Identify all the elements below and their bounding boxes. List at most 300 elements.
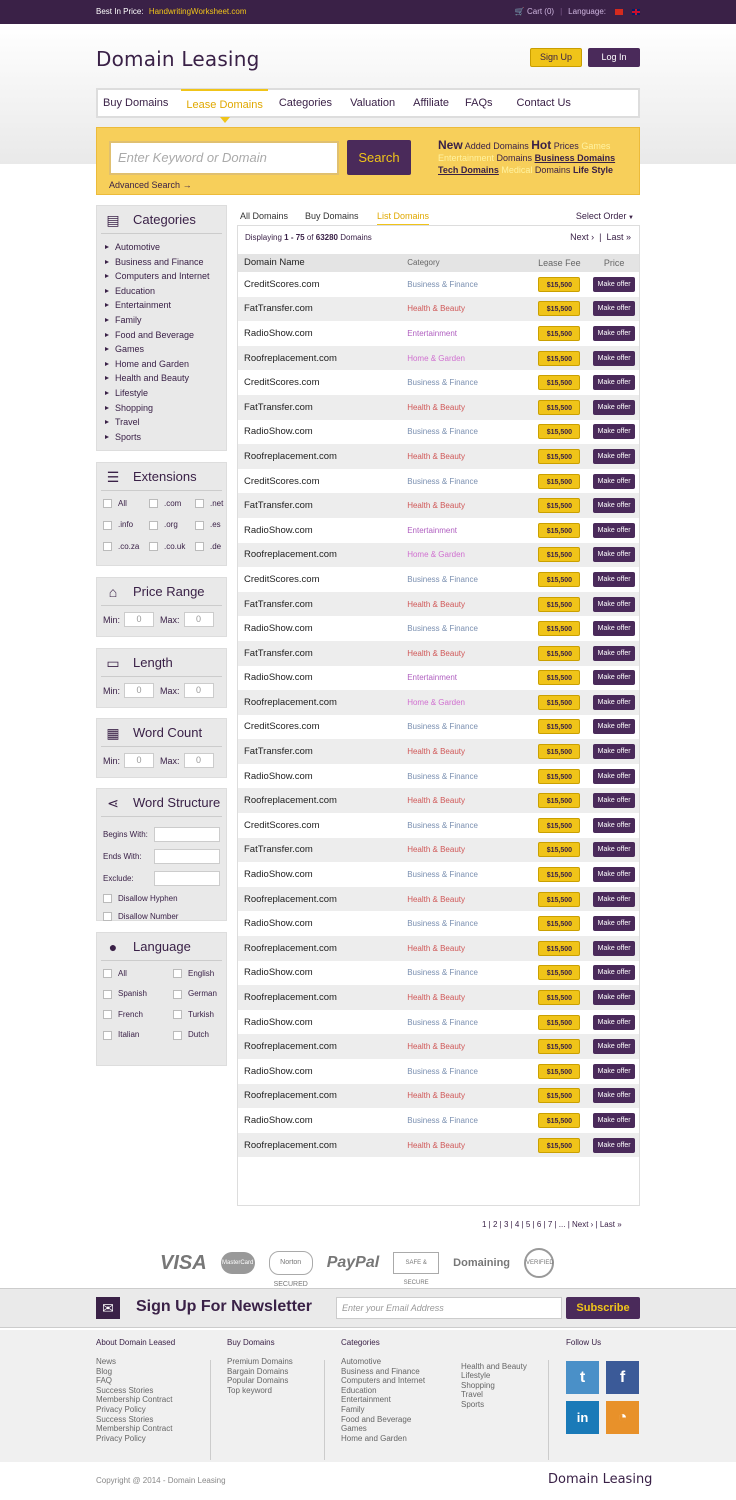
select-order-dropdown[interactable]: Select Order ▼ [576, 211, 634, 221]
make-offer-button[interactable]: Make offer [593, 547, 635, 562]
domain-name-link[interactable]: Roofreplacement.com [244, 942, 337, 954]
domain-name-link[interactable]: CreditScores.com [244, 278, 320, 290]
category-link[interactable]: Computers and Internet [105, 269, 220, 284]
category-link[interactable]: Games [105, 342, 220, 357]
tag-medical[interactable]: Medical [501, 165, 533, 175]
lease-fee-button[interactable]: $15,500 [538, 351, 580, 366]
make-offer-button[interactable]: Make offer [593, 572, 635, 587]
newsletter-email-input[interactable]: Enter your Email Address [336, 1297, 562, 1319]
make-offer-button[interactable]: Make offer [593, 1015, 635, 1030]
footer-link[interactable]: Shopping [461, 1380, 495, 1390]
domain-name-link[interactable]: Roofreplacement.com [244, 696, 337, 708]
extension-checkbox[interactable] [195, 499, 204, 508]
category-link[interactable]: Family [105, 313, 220, 328]
category-label[interactable]: Health & Beauty [407, 451, 465, 461]
lease-fee-button[interactable]: $15,500 [538, 572, 580, 587]
price-cell [589, 1088, 639, 1103]
footer-logo[interactable]: Domain Leasing [548, 1472, 653, 1487]
language-checkbox[interactable] [103, 969, 112, 978]
footer-link[interactable]: Membership Contract [96, 1395, 173, 1405]
category-label[interactable]: Health & Beauty [407, 1042, 465, 1052]
word-count-max-input[interactable]: 0 [184, 753, 214, 768]
make-offer-button[interactable]: Make offer [593, 1064, 635, 1079]
category-label[interactable]: Health & Beauty [407, 402, 465, 412]
domain-name-link[interactable]: FatTransfer.com [244, 746, 313, 758]
lease-fee-button[interactable]: $15,500 [538, 597, 580, 612]
footer-link[interactable]: Business and Finance [341, 1366, 420, 1376]
footer-link[interactable]: Entertainment [341, 1395, 391, 1405]
extension-option[interactable] [195, 542, 225, 551]
extension-option[interactable] [149, 499, 195, 508]
lease-fee-button[interactable]: $15,500 [538, 1064, 580, 1079]
category-label[interactable]: Business & Finance [407, 624, 478, 634]
lease-fee-button[interactable]: $15,500 [538, 867, 580, 882]
extension-option[interactable] [195, 520, 225, 529]
domain-name-link[interactable]: RadioShow.com [244, 672, 313, 684]
displaying-total: 63280 [315, 233, 338, 242]
footer-link[interactable]: Health and Beauty [461, 1361, 527, 1371]
lease-fee-button[interactable]: $15,500 [538, 301, 580, 316]
domain-name-link[interactable]: RadioShow.com [244, 426, 313, 438]
extension-checkbox[interactable] [103, 521, 112, 530]
category-label[interactable]: Health & Beauty [407, 648, 465, 658]
make-offer-button[interactable]: Make offer [593, 744, 635, 759]
category-link[interactable]: Travel [105, 415, 220, 430]
domain-name-link[interactable]: CreditScores.com [244, 377, 320, 389]
make-offer-button[interactable]: Make offer [593, 1039, 635, 1054]
category-label[interactable]: Health & Beauty [407, 747, 465, 757]
lease-fee-button[interactable]: $15,500 [538, 1138, 580, 1153]
language-option[interactable] [103, 1030, 173, 1039]
tab-list-domains[interactable]: List Domains [377, 211, 429, 226]
search-button[interactable]: Search [347, 140, 411, 175]
lease-fee-cell [530, 793, 590, 808]
domain-name-link[interactable]: RadioShow.com [244, 1114, 313, 1126]
category-label[interactable]: Entertainment [407, 673, 457, 683]
footer-link[interactable]: News [96, 1357, 117, 1366]
divider: | [560, 7, 563, 16]
header-price[interactable]: Price [603, 258, 625, 268]
lease-fee-button[interactable]: $15,500 [538, 769, 580, 784]
category-label[interactable]: Health & Beauty [407, 501, 465, 511]
make-offer-button[interactable]: Make offer [593, 965, 635, 980]
extension-checkbox[interactable] [149, 542, 158, 551]
lease-fee-button[interactable]: $15,500 [538, 375, 580, 390]
uk-flag-icon[interactable] [632, 9, 640, 15]
category-link[interactable]: Lifestyle [105, 386, 220, 401]
length-min-input[interactable]: 0 [124, 683, 154, 698]
category-link[interactable]: Education [105, 284, 220, 299]
begins-with-input[interactable] [154, 827, 220, 842]
footer-link[interactable]: Success Stories [96, 1385, 154, 1395]
facebook-icon[interactable]: f [606, 1361, 639, 1394]
lease-fee-button[interactable]: $15,500 [538, 916, 580, 931]
domain-name-link[interactable]: RadioShow.com [244, 1016, 313, 1028]
best-price-site-link[interactable]: HandwritingWorksheet.com [148, 7, 247, 16]
make-offer-button[interactable]: Make offer [593, 695, 635, 710]
lease-fee-button[interactable]: $15,500 [538, 1015, 580, 1030]
make-offer-button[interactable]: Make offer [593, 424, 635, 439]
make-offer-button[interactable]: Make offer [593, 375, 635, 390]
make-offer-button[interactable]: Make offer [593, 351, 635, 366]
advanced-search-link[interactable] [109, 180, 192, 190]
footer-link[interactable]: Food and Beverage [341, 1414, 412, 1424]
domain-name-link[interactable]: Roofreplacement.com [244, 893, 337, 905]
extension-checkbox[interactable] [195, 521, 204, 530]
lease-fee-button[interactable]: $15,500 [538, 621, 580, 636]
category-label[interactable]: Business & Finance [407, 574, 478, 584]
category-label[interactable]: Health & Beauty [407, 304, 465, 314]
make-offer-button[interactable]: Make offer [593, 670, 635, 685]
max-label: Max: [160, 614, 180, 625]
lease-fee-button[interactable]: $15,500 [538, 793, 580, 808]
make-offer-button[interactable]: Make offer [593, 449, 635, 464]
footer-link[interactable]: Top keyword [227, 1385, 272, 1395]
lease-fee-button[interactable]: $15,500 [538, 719, 580, 734]
category-link[interactable]: Health and Beauty [105, 371, 220, 386]
category-label[interactable]: Health & Beauty [407, 894, 465, 904]
category-label[interactable]: Business & Finance [407, 870, 478, 880]
nav-lease-domains[interactable]: Lease Domains [181, 89, 267, 117]
price-min-input[interactable]: 0 [124, 612, 154, 627]
lease-fee-button[interactable]: $15,500 [538, 1039, 580, 1054]
language-checkbox[interactable] [173, 1010, 182, 1019]
tag-domains-2[interactable]: Domains [534, 165, 571, 175]
price-cell [589, 646, 639, 661]
footer-link[interactable]: Travel [461, 1390, 483, 1400]
make-offer-button[interactable]: Make offer [593, 1088, 635, 1103]
header-category[interactable]: Category [407, 258, 440, 267]
lease-fee-button[interactable]: $15,500 [538, 892, 580, 907]
header-domain-name[interactable]: Domain Name [244, 257, 305, 268]
domain-name-link[interactable]: Roofreplacement.com [244, 1090, 337, 1102]
tag-prices[interactable]: Prices [553, 141, 579, 151]
price-cell [589, 547, 639, 562]
footer-link[interactable]: Membership Contract [96, 1424, 173, 1434]
extension-label: .de [210, 541, 222, 551]
extension-label: .net [210, 499, 224, 508]
footer-link[interactable]: Home and Garden [341, 1433, 407, 1443]
footer-link[interactable]: Privacy Policy [96, 1433, 146, 1443]
make-offer-button[interactable]: Make offer [593, 769, 635, 784]
last-link[interactable]: Last » [606, 232, 631, 242]
category-link[interactable]: Automotive [105, 240, 220, 255]
exclude-input[interactable] [154, 871, 220, 886]
extension-option[interactable] [149, 520, 195, 529]
footer-link[interactable]: Success Stories [96, 1414, 154, 1424]
category-label[interactable]: Business & Finance [407, 1115, 478, 1125]
language-option[interactable] [173, 1010, 228, 1019]
lease-fee-button[interactable]: $15,500 [538, 818, 580, 833]
language-checkbox[interactable] [173, 969, 182, 978]
category-label[interactable]: Home & Garden [407, 697, 465, 707]
extension-checkbox[interactable] [195, 542, 204, 551]
price-range-panel [96, 577, 227, 637]
extension-checkbox[interactable] [103, 499, 112, 508]
nav-faqs[interactable]: FAQs [465, 97, 493, 109]
tag-games[interactable]: Games [581, 141, 611, 151]
category-label[interactable]: Business & Finance [407, 279, 478, 289]
extension-option[interactable] [195, 499, 225, 508]
tag-domains[interactable]: Domains [496, 153, 533, 163]
lease-fee-button[interactable]: $15,500 [538, 523, 580, 538]
language-option[interactable] [173, 969, 228, 978]
category-label[interactable]: Health & Beauty [407, 599, 465, 609]
lease-fee-button[interactable]: $15,500 [538, 990, 580, 1005]
footer-link[interactable]: Bargain Domains [227, 1366, 289, 1376]
extension-option[interactable] [103, 542, 149, 551]
tag-business-domains[interactable]: Business Domains [534, 153, 616, 163]
make-offer-button[interactable]: Make offer [593, 326, 635, 341]
exclude-label: Exclude: [103, 873, 134, 883]
language-option[interactable] [103, 1010, 173, 1019]
domain-name-link[interactable]: RadioShow.com [244, 770, 313, 782]
category-label[interactable]: Business & Finance [407, 968, 478, 978]
domain-name-link[interactable]: RadioShow.com [244, 1065, 313, 1077]
header-lease-fee[interactable]: Lease Fee [538, 258, 581, 268]
footer-link[interactable]: Premium Domains [227, 1357, 293, 1366]
domain-name-link[interactable]: Roofreplacement.com [244, 992, 337, 1004]
category-link[interactable]: Food and Beverage [105, 328, 220, 343]
footer-link[interactable]: FAQ [96, 1376, 113, 1386]
price-cell [589, 301, 639, 316]
language-option[interactable] [103, 989, 173, 998]
domain-name-link[interactable]: CreditScores.com [244, 573, 320, 585]
search-input[interactable]: Enter Keyword or Domain [109, 141, 339, 175]
extension-option[interactable] [103, 520, 149, 529]
nav-buy-domains[interactable]: Buy Domains [103, 97, 169, 109]
category-link[interactable]: Business and Finance [105, 255, 220, 270]
make-offer-button[interactable]: Make offer [593, 719, 635, 734]
lease-fee-button[interactable]: $15,500 [538, 498, 580, 513]
lease-fee-button[interactable]: $15,500 [538, 547, 580, 562]
cart-link[interactable] [515, 7, 554, 16]
footer-link[interactable]: Sports [461, 1399, 485, 1409]
tag-tech-domains[interactable]: Tech Domains [438, 165, 499, 175]
category-label[interactable]: Business & Finance [407, 919, 478, 929]
domain-name-link[interactable]: RadioShow.com [244, 918, 313, 930]
language-option[interactable] [173, 1030, 228, 1039]
make-offer-button[interactable]: Make offer [593, 498, 635, 513]
make-offer-button[interactable]: Make offer [593, 990, 635, 1005]
language-option[interactable] [173, 989, 228, 998]
table-row [238, 420, 639, 445]
domain-name-link[interactable]: FatTransfer.com [244, 844, 313, 856]
make-offer-button[interactable]: Make offer [593, 892, 635, 907]
footer-link[interactable]: Family [341, 1404, 365, 1414]
make-offer-button[interactable]: Make offer [593, 523, 635, 538]
category-link[interactable]: Sports [105, 430, 220, 445]
lease-fee-button[interactable]: $15,500 [538, 1088, 580, 1103]
extension-checkbox[interactable] [149, 521, 158, 530]
category-label[interactable]: Health & Beauty [407, 1091, 465, 1101]
category-label[interactable]: Business & Finance [407, 378, 478, 388]
log-in-button[interactable]: Log In [588, 48, 640, 67]
lease-fee-button[interactable]: $15,500 [538, 449, 580, 464]
language-panel [96, 932, 227, 1066]
make-offer-button[interactable]: Make offer [593, 1113, 635, 1128]
lease-fee-button[interactable]: $15,500 [538, 400, 580, 415]
lease-fee-button[interactable]: $15,500 [538, 670, 580, 685]
length-max-input[interactable]: 0 [184, 683, 214, 698]
lease-fee-button[interactable]: $15,500 [538, 965, 580, 980]
sign-up-button[interactable]: Sign Up [530, 48, 582, 67]
domain-name-link[interactable]: RadioShow.com [244, 524, 313, 536]
domain-name-link[interactable]: Roofreplacement.com [244, 1041, 337, 1053]
language-checkbox[interactable] [173, 1031, 182, 1040]
domain-name-link[interactable]: Roofreplacement.com [244, 1139, 337, 1151]
lease-fee-button[interactable]: $15,500 [538, 695, 580, 710]
domain-name-link[interactable]: Roofreplacement.com [244, 352, 337, 364]
domain-name-link[interactable]: RadioShow.com [244, 623, 313, 635]
lease-fee-button[interactable]: $15,500 [538, 277, 580, 292]
bottom-pager[interactable]: 1 | 2 | 3 | 4 | 5 | 6 | 7 | ... | Next › | Last » [482, 1220, 622, 1229]
language-checkbox[interactable] [103, 1031, 112, 1040]
table-row [238, 1034, 639, 1059]
category-label[interactable]: Health & Beauty [407, 796, 465, 806]
make-offer-button[interactable]: Make offer [593, 818, 635, 833]
word-count-min-input[interactable]: 0 [124, 753, 154, 768]
category-label[interactable]: Health & Beauty [407, 1140, 465, 1150]
nav-affiliate[interactable]: Affiliate [413, 97, 449, 109]
category-label[interactable]: Home & Garden [407, 353, 465, 363]
domain-name-link[interactable]: FatTransfer.com [244, 303, 313, 315]
domain-name-link[interactable]: FatTransfer.com [244, 647, 313, 659]
results-table [237, 225, 640, 1206]
extension-option[interactable] [103, 499, 149, 508]
domain-name-link[interactable]: RadioShow.com [244, 869, 313, 881]
domain-name-link[interactable]: CreditScores.com [244, 475, 320, 487]
language-option[interactable] [103, 969, 173, 978]
footer-link[interactable]: Computers and Internet [341, 1376, 426, 1386]
lease-fee-button[interactable]: $15,500 [538, 424, 580, 439]
tag-new[interactable]: New [438, 138, 463, 152]
domain-name-link[interactable]: CreditScores.com [244, 721, 320, 733]
footer-link[interactable]: Education [341, 1385, 377, 1395]
disallow-hyphen-checkbox[interactable] [103, 894, 112, 903]
footer-link[interactable]: Blog [96, 1366, 113, 1376]
lease-fee-button[interactable]: $15,500 [538, 744, 580, 759]
category-label[interactable]: Business & Finance [407, 771, 478, 781]
domain-name-link[interactable]: RadioShow.com [244, 327, 313, 339]
arrow-right-icon: → [182, 180, 192, 190]
displaying-count [245, 233, 372, 242]
language-checkbox[interactable] [173, 990, 182, 999]
subscribe-button[interactable]: Subscribe [566, 1297, 640, 1319]
category-label[interactable]: Business & Finance [407, 1017, 478, 1027]
extension-option[interactable] [149, 542, 195, 551]
price-cell [589, 965, 639, 980]
domain-name-link[interactable]: Roofreplacement.com [244, 795, 337, 807]
domain-name-link[interactable]: FatTransfer.com [244, 500, 313, 512]
make-offer-button[interactable]: Make offer [593, 793, 635, 808]
language-checkbox[interactable] [103, 1010, 112, 1019]
lease-fee-button[interactable]: $15,500 [538, 646, 580, 661]
lease-fee-button[interactable]: $15,500 [538, 941, 580, 956]
nav-categories[interactable]: Categories [278, 97, 333, 109]
make-offer-button[interactable]: Make offer [593, 277, 635, 292]
make-offer-button[interactable]: Make offer [593, 646, 635, 661]
domain-name-link[interactable]: Roofreplacement.com [244, 549, 337, 561]
next-link[interactable]: Next › [570, 232, 595, 242]
category-label[interactable]: Health & Beauty [407, 943, 465, 953]
make-offer-button[interactable]: Make offer [593, 1138, 635, 1153]
disallow-number-checkbox[interactable] [103, 912, 112, 921]
tag-entertainment[interactable]: Entertainment [438, 153, 495, 163]
lease-fee-button[interactable]: $15,500 [538, 474, 580, 489]
make-offer-button[interactable]: Make offer [593, 941, 635, 956]
nav-contact-us[interactable]: Contact Us [516, 97, 571, 109]
make-offer-button[interactable]: Make offer [593, 842, 635, 857]
tag-added[interactable]: Added Domains [464, 141, 529, 151]
turkish-flag-icon[interactable] [615, 9, 623, 15]
table-row [238, 764, 639, 789]
category-label[interactable]: Business & Finance [407, 1066, 478, 1076]
make-offer-button[interactable]: Make offer [593, 916, 635, 931]
ends-with-input[interactable] [154, 849, 220, 864]
category-label[interactable]: Health & Beauty [407, 845, 465, 855]
category-label[interactable]: Business & Finance [407, 476, 478, 486]
footer-link[interactable]: Games [341, 1424, 367, 1434]
footer-link[interactable]: Lifestyle [461, 1371, 491, 1381]
footer-link[interactable]: Privacy Policy [96, 1404, 146, 1414]
domain-name-link[interactable]: FatTransfer.com [244, 598, 313, 610]
make-offer-button[interactable]: Make offer [593, 867, 635, 882]
table-row [238, 592, 639, 617]
category-link[interactable]: Home and Garden [105, 357, 220, 372]
language-checkbox[interactable] [103, 990, 112, 999]
category-label[interactable]: Business & Finance [407, 722, 478, 732]
domain-name-link[interactable]: Roofreplacement.com [244, 450, 337, 462]
category-label[interactable]: Business & Finance [407, 820, 478, 830]
lease-fee-button[interactable]: $15,500 [538, 1113, 580, 1128]
price-max-input[interactable]: 0 [184, 612, 214, 627]
domain-name-link[interactable]: FatTransfer.com [244, 401, 313, 413]
lease-fee-button[interactable]: $15,500 [538, 842, 580, 857]
footer-link[interactable]: Popular Domains [227, 1376, 289, 1386]
lease-fee-button[interactable]: $15,500 [538, 326, 580, 341]
make-offer-button[interactable]: Make offer [593, 301, 635, 316]
category-label[interactable]: Entertainment [407, 328, 457, 338]
category-link[interactable]: Entertainment [105, 298, 220, 313]
footer-link[interactable]: Automotive [341, 1357, 382, 1366]
category-link[interactable]: Shopping [105, 401, 220, 416]
tab-buy-domains[interactable]: Buy Domains [305, 211, 359, 221]
tab-all-domains[interactable]: All Domains [240, 211, 289, 221]
extension-checkbox[interactable] [149, 499, 158, 508]
category-label[interactable]: Home & Garden [407, 550, 465, 560]
rss-icon[interactable]: ◔ [606, 1401, 639, 1434]
category-label[interactable]: Entertainment [407, 525, 457, 535]
site-logo[interactable]: Domain Leasing [96, 47, 260, 71]
lease-fee-cell [530, 523, 590, 538]
tag-life-style[interactable]: Life Style [572, 165, 613, 175]
domain-name-link[interactable]: RadioShow.com [244, 967, 313, 979]
make-offer-button[interactable]: Make offer [593, 400, 635, 415]
make-offer-button[interactable]: Make offer [593, 621, 635, 636]
make-offer-button[interactable]: Make offer [593, 474, 635, 489]
tag-hot[interactable]: Hot [531, 138, 552, 152]
twitter-icon[interactable]: t [566, 1361, 599, 1394]
linkedin-icon[interactable]: in [566, 1401, 599, 1434]
nav-valuation[interactable]: Valuation [350, 97, 396, 109]
extension-checkbox[interactable] [103, 542, 112, 551]
category-label[interactable]: Health & Beauty [407, 993, 465, 1003]
category-label[interactable]: Business & Finance [407, 427, 478, 437]
domain-name-link[interactable]: CreditScores.com [244, 819, 320, 831]
copyright: Copyright @ 2014 - Domain Leasing [96, 1476, 226, 1485]
make-offer-button[interactable]: Make offer [593, 597, 635, 612]
